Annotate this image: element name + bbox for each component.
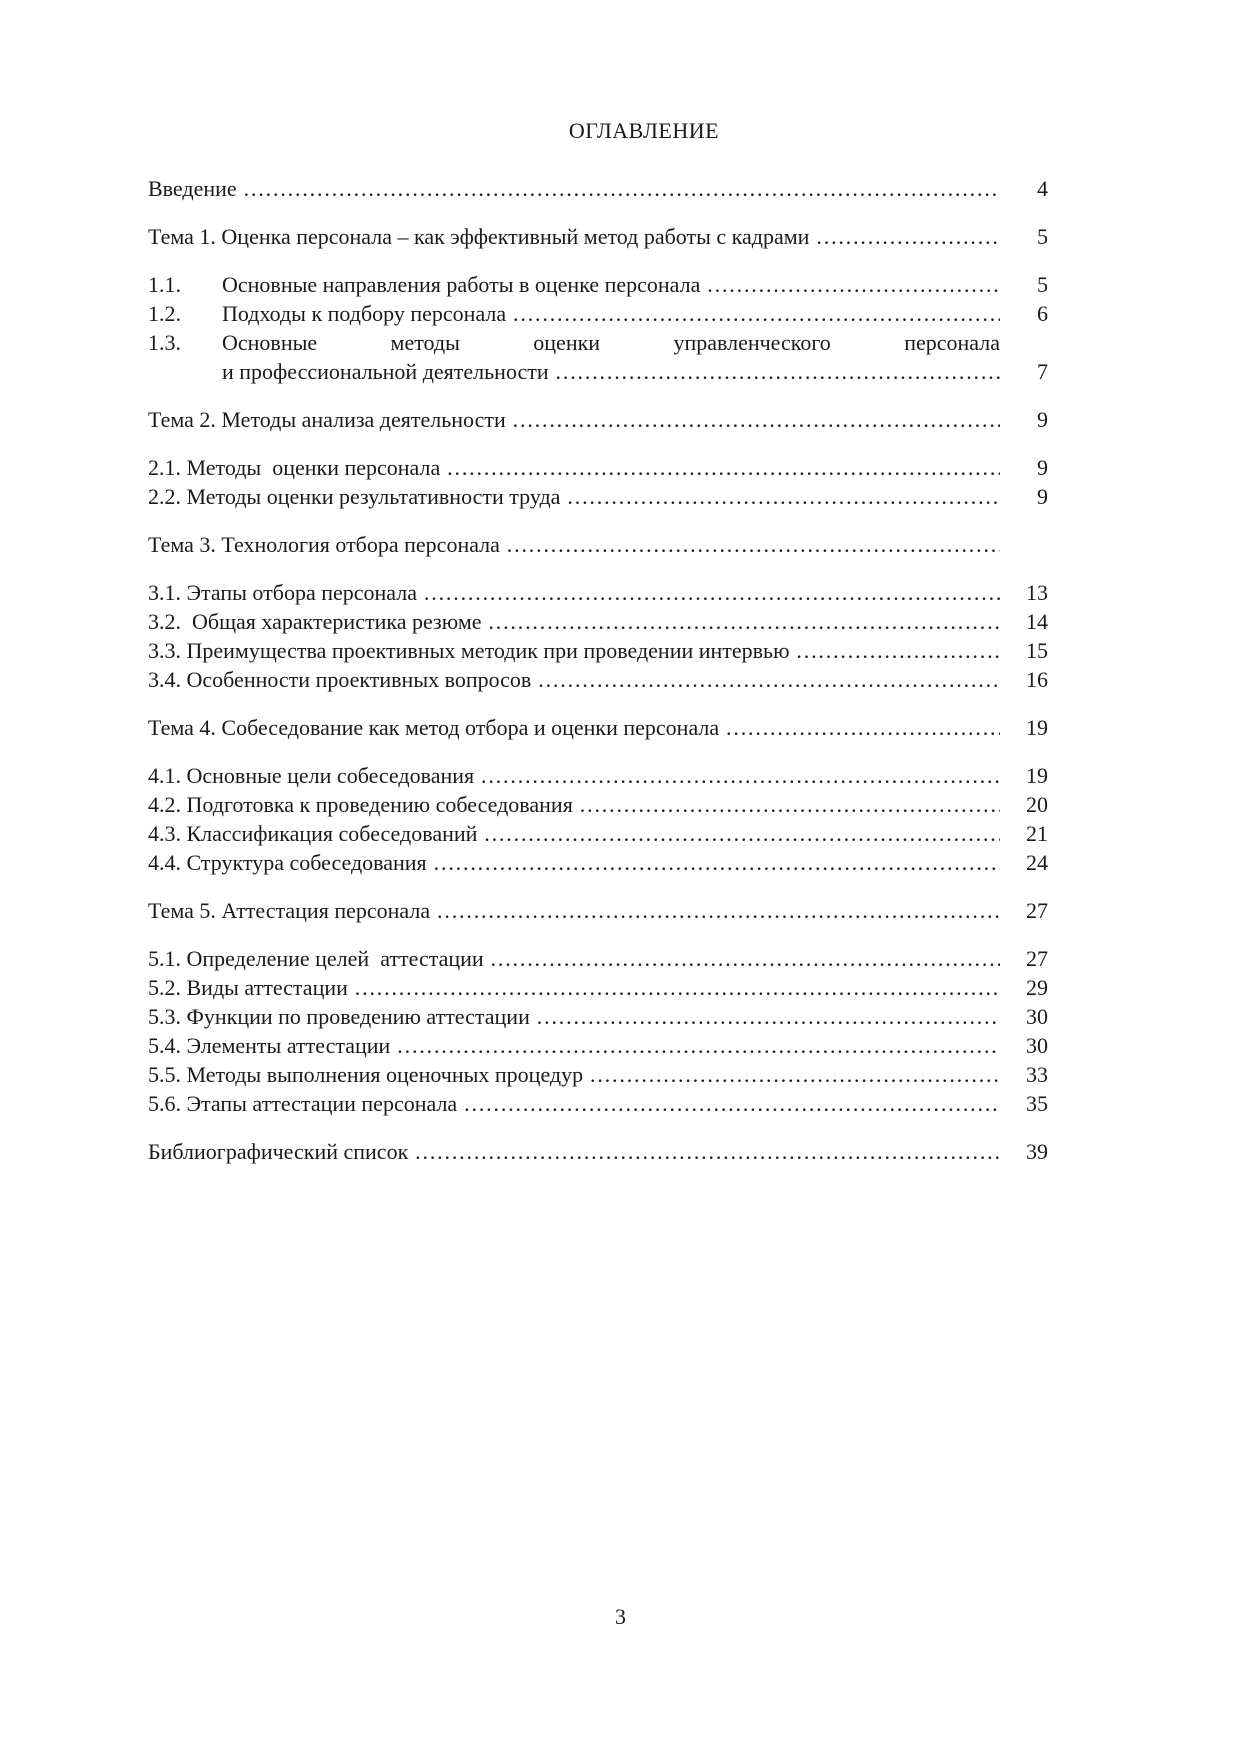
- label-word: методы: [390, 330, 460, 355]
- toc-entry-2-1[interactable]: [148, 453, 1048, 482]
- toc-entry-2-2[interactable]: [148, 482, 1048, 511]
- page-number-footer: 3: [615, 1604, 626, 1629]
- toc-entry-label: 5.2. Виды аттестации: [148, 975, 348, 1000]
- toc-entry-label: Тема 5. Аттестация персонала: [148, 898, 431, 923]
- dot-leader: [490, 944, 1000, 973]
- dot-leader: [488, 607, 1000, 636]
- dot-leader: [796, 636, 1000, 665]
- toc-entry-label: Тема 1. Оценка персонала – как эффективный метод работы с кадрами: [148, 224, 810, 249]
- toc-entry-label: 5.5. Методы выполнения оценочных процедур: [148, 1062, 584, 1087]
- toc-entry-label: 5.1. Определение целей аттестации: [148, 946, 484, 971]
- toc-page-number: 9: [1037, 407, 1048, 432]
- toc-entry-label: Тема 4. Собеседование как метод отбора и оценки персонала: [148, 715, 720, 740]
- dot-leader: [396, 1031, 1000, 1060]
- toc-page-number: 35: [1026, 1091, 1048, 1116]
- toc-entry-label: Подходы к подбору персонала: [222, 301, 507, 326]
- toc-entry-label: 3.3. Преимущества проективных методик при проведении интервью: [148, 638, 790, 663]
- toc-entry-4-4[interactable]: [148, 848, 1048, 877]
- toc-page-number: 5: [1037, 224, 1048, 249]
- toc-page-number: 5: [1037, 272, 1048, 297]
- toc-entry-5-5[interactable]: [148, 1060, 1048, 1089]
- toc-entry-label: 5.3. Функции по проведению аттестации: [148, 1004, 530, 1029]
- toc-entry-topic-3[interactable]: [148, 530, 1048, 559]
- dot-leader: [436, 896, 1000, 925]
- toc-entry-label: Основные направления работы в оценке персонала: [222, 272, 701, 297]
- section-number: 1.1.: [148, 272, 181, 297]
- section-number: 1.2.: [148, 301, 181, 326]
- dot-leader: [815, 222, 1000, 251]
- dot-leader: [555, 357, 1000, 386]
- toc-entry-label: 5.6. Этапы аттестации персонала: [148, 1091, 458, 1116]
- toc-entry-5-4[interactable]: [148, 1031, 1048, 1060]
- toc-page-number: 21: [1026, 821, 1048, 846]
- toc-entry-1-3[interactable]: [148, 328, 1000, 357]
- toc-page-number: 30: [1026, 1004, 1048, 1029]
- dot-leader: [706, 270, 1000, 299]
- toc-entry-5-6[interactable]: [148, 1089, 1048, 1118]
- toc-entry-3-2[interactable]: [148, 607, 1048, 636]
- toc-page-number: 30: [1026, 1033, 1048, 1058]
- toc-entry-label: 3.4. Особенности проективных вопросов: [148, 667, 532, 692]
- toc-page-number: 14: [1026, 609, 1048, 634]
- label-word: оценки: [533, 330, 601, 355]
- toc-entry-topic-4[interactable]: [148, 713, 1048, 742]
- toc-page-number: 20: [1026, 792, 1048, 817]
- toc-page-number: 29: [1026, 975, 1048, 1000]
- toc-page-number: 39: [1026, 1139, 1048, 1164]
- toc-entry-topic-2[interactable]: [148, 405, 1048, 434]
- toc-entry-label: 3.1. Этапы отбора персонала: [148, 580, 417, 605]
- toc-entry-4-1[interactable]: [148, 761, 1048, 790]
- label-word: управленческого: [673, 330, 831, 355]
- toc-entry-label: Тема 3. Технология отбора персонала: [148, 532, 500, 557]
- toc-entry-3-4[interactable]: [148, 665, 1048, 694]
- toc-entry-label: Библиографический список: [148, 1139, 409, 1164]
- toc-page-number: 9: [1037, 484, 1048, 509]
- toc-page-number: 24: [1026, 850, 1048, 875]
- toc-page-number: 27: [1026, 898, 1048, 923]
- dot-leader: [512, 299, 1000, 328]
- toc-page-number: 9: [1037, 455, 1048, 480]
- toc-entry-label-justified: [222, 328, 1000, 357]
- toc-page-number: 7: [1037, 359, 1048, 384]
- dot-leader: [537, 665, 1000, 694]
- section-number: 1.3.: [148, 330, 181, 355]
- dot-leader: [725, 713, 1000, 742]
- toc-page-number: 15: [1026, 638, 1048, 663]
- toc-entry-3-1[interactable]: [148, 578, 1048, 607]
- table-of-contents: [148, 174, 1048, 1166]
- toc-entry-4-3[interactable]: [148, 819, 1048, 848]
- toc-entry-label: 4.1. Основные цели собеседования: [148, 763, 475, 788]
- toc-page-number: 19: [1026, 763, 1048, 788]
- toc-page-number: 13: [1026, 580, 1048, 605]
- toc-entry-5-1[interactable]: [148, 944, 1048, 973]
- toc-page-number: 6: [1037, 301, 1048, 326]
- toc-page-number: 19: [1026, 715, 1048, 740]
- toc-entry-label: 2.1. Методы оценки персонала: [148, 455, 441, 480]
- label-word: Основные: [222, 330, 318, 355]
- dot-leader: [579, 790, 1000, 819]
- toc-entry-label: и профессиональной деятельности: [222, 359, 549, 384]
- dot-leader: [243, 174, 1000, 203]
- toc-entry-label: 3.2. Общая характеристика резюме: [148, 609, 482, 634]
- toc-entry-intro[interactable]: [148, 174, 1048, 203]
- toc-entry-label: 4.3. Классификация собеседований: [148, 821, 478, 846]
- toc-entry-topic-1[interactable]: [148, 222, 1048, 251]
- dot-leader: [433, 848, 1000, 877]
- dot-leader: [423, 578, 1000, 607]
- dot-leader: [463, 1089, 1000, 1118]
- toc-entry-bibliography[interactable]: [148, 1137, 1048, 1166]
- dot-leader: [414, 1137, 1000, 1166]
- toc-entry-label: Тема 2. Методы анализа деятельности: [148, 407, 506, 432]
- toc-entry-label: 5.4. Элементы аттестации: [148, 1033, 391, 1058]
- dot-leader: [354, 973, 1000, 1002]
- dot-leader: [566, 482, 1000, 511]
- dot-leader: [589, 1060, 1000, 1089]
- toc-entry-3-3[interactable]: [148, 636, 1048, 665]
- toc-page-number: 16: [1026, 667, 1048, 692]
- dot-leader: [480, 761, 1000, 790]
- dot-leader: [536, 1002, 1000, 1031]
- toc-entry-topic-5[interactable]: [148, 896, 1048, 925]
- toc-page-number: 33: [1026, 1062, 1048, 1087]
- toc-entry-label: 2.2. Методы оценки результативности труда: [148, 484, 561, 509]
- dot-leader: [483, 819, 1000, 848]
- toc-entry-1-2[interactable]: [148, 299, 1048, 328]
- toc-entry-5-2[interactable]: [148, 973, 1048, 1002]
- toc-entry-label: Введение: [148, 176, 237, 201]
- dot-leader: [446, 453, 1000, 482]
- dot-leader: [506, 530, 1000, 559]
- toc-entry-1-1[interactable]: [148, 270, 1048, 299]
- toc-page-number: 4: [1037, 176, 1048, 201]
- toc-entry-label: 4.4. Структура собеседования: [148, 850, 427, 875]
- toc-entry-5-3[interactable]: [148, 1002, 1048, 1031]
- toc-entry-1-3-continuation[interactable]: [148, 357, 1048, 386]
- toc-entry-label: 4.2. Подготовка к проведению собеседования: [148, 792, 573, 817]
- page-title: ОГЛАВЛЕНИЕ: [568, 118, 720, 143]
- toc-entry-4-2[interactable]: [148, 790, 1048, 819]
- dot-leader: [512, 405, 1000, 434]
- toc-page-number: 27: [1026, 946, 1048, 971]
- label-word: персонала: [904, 330, 1000, 355]
